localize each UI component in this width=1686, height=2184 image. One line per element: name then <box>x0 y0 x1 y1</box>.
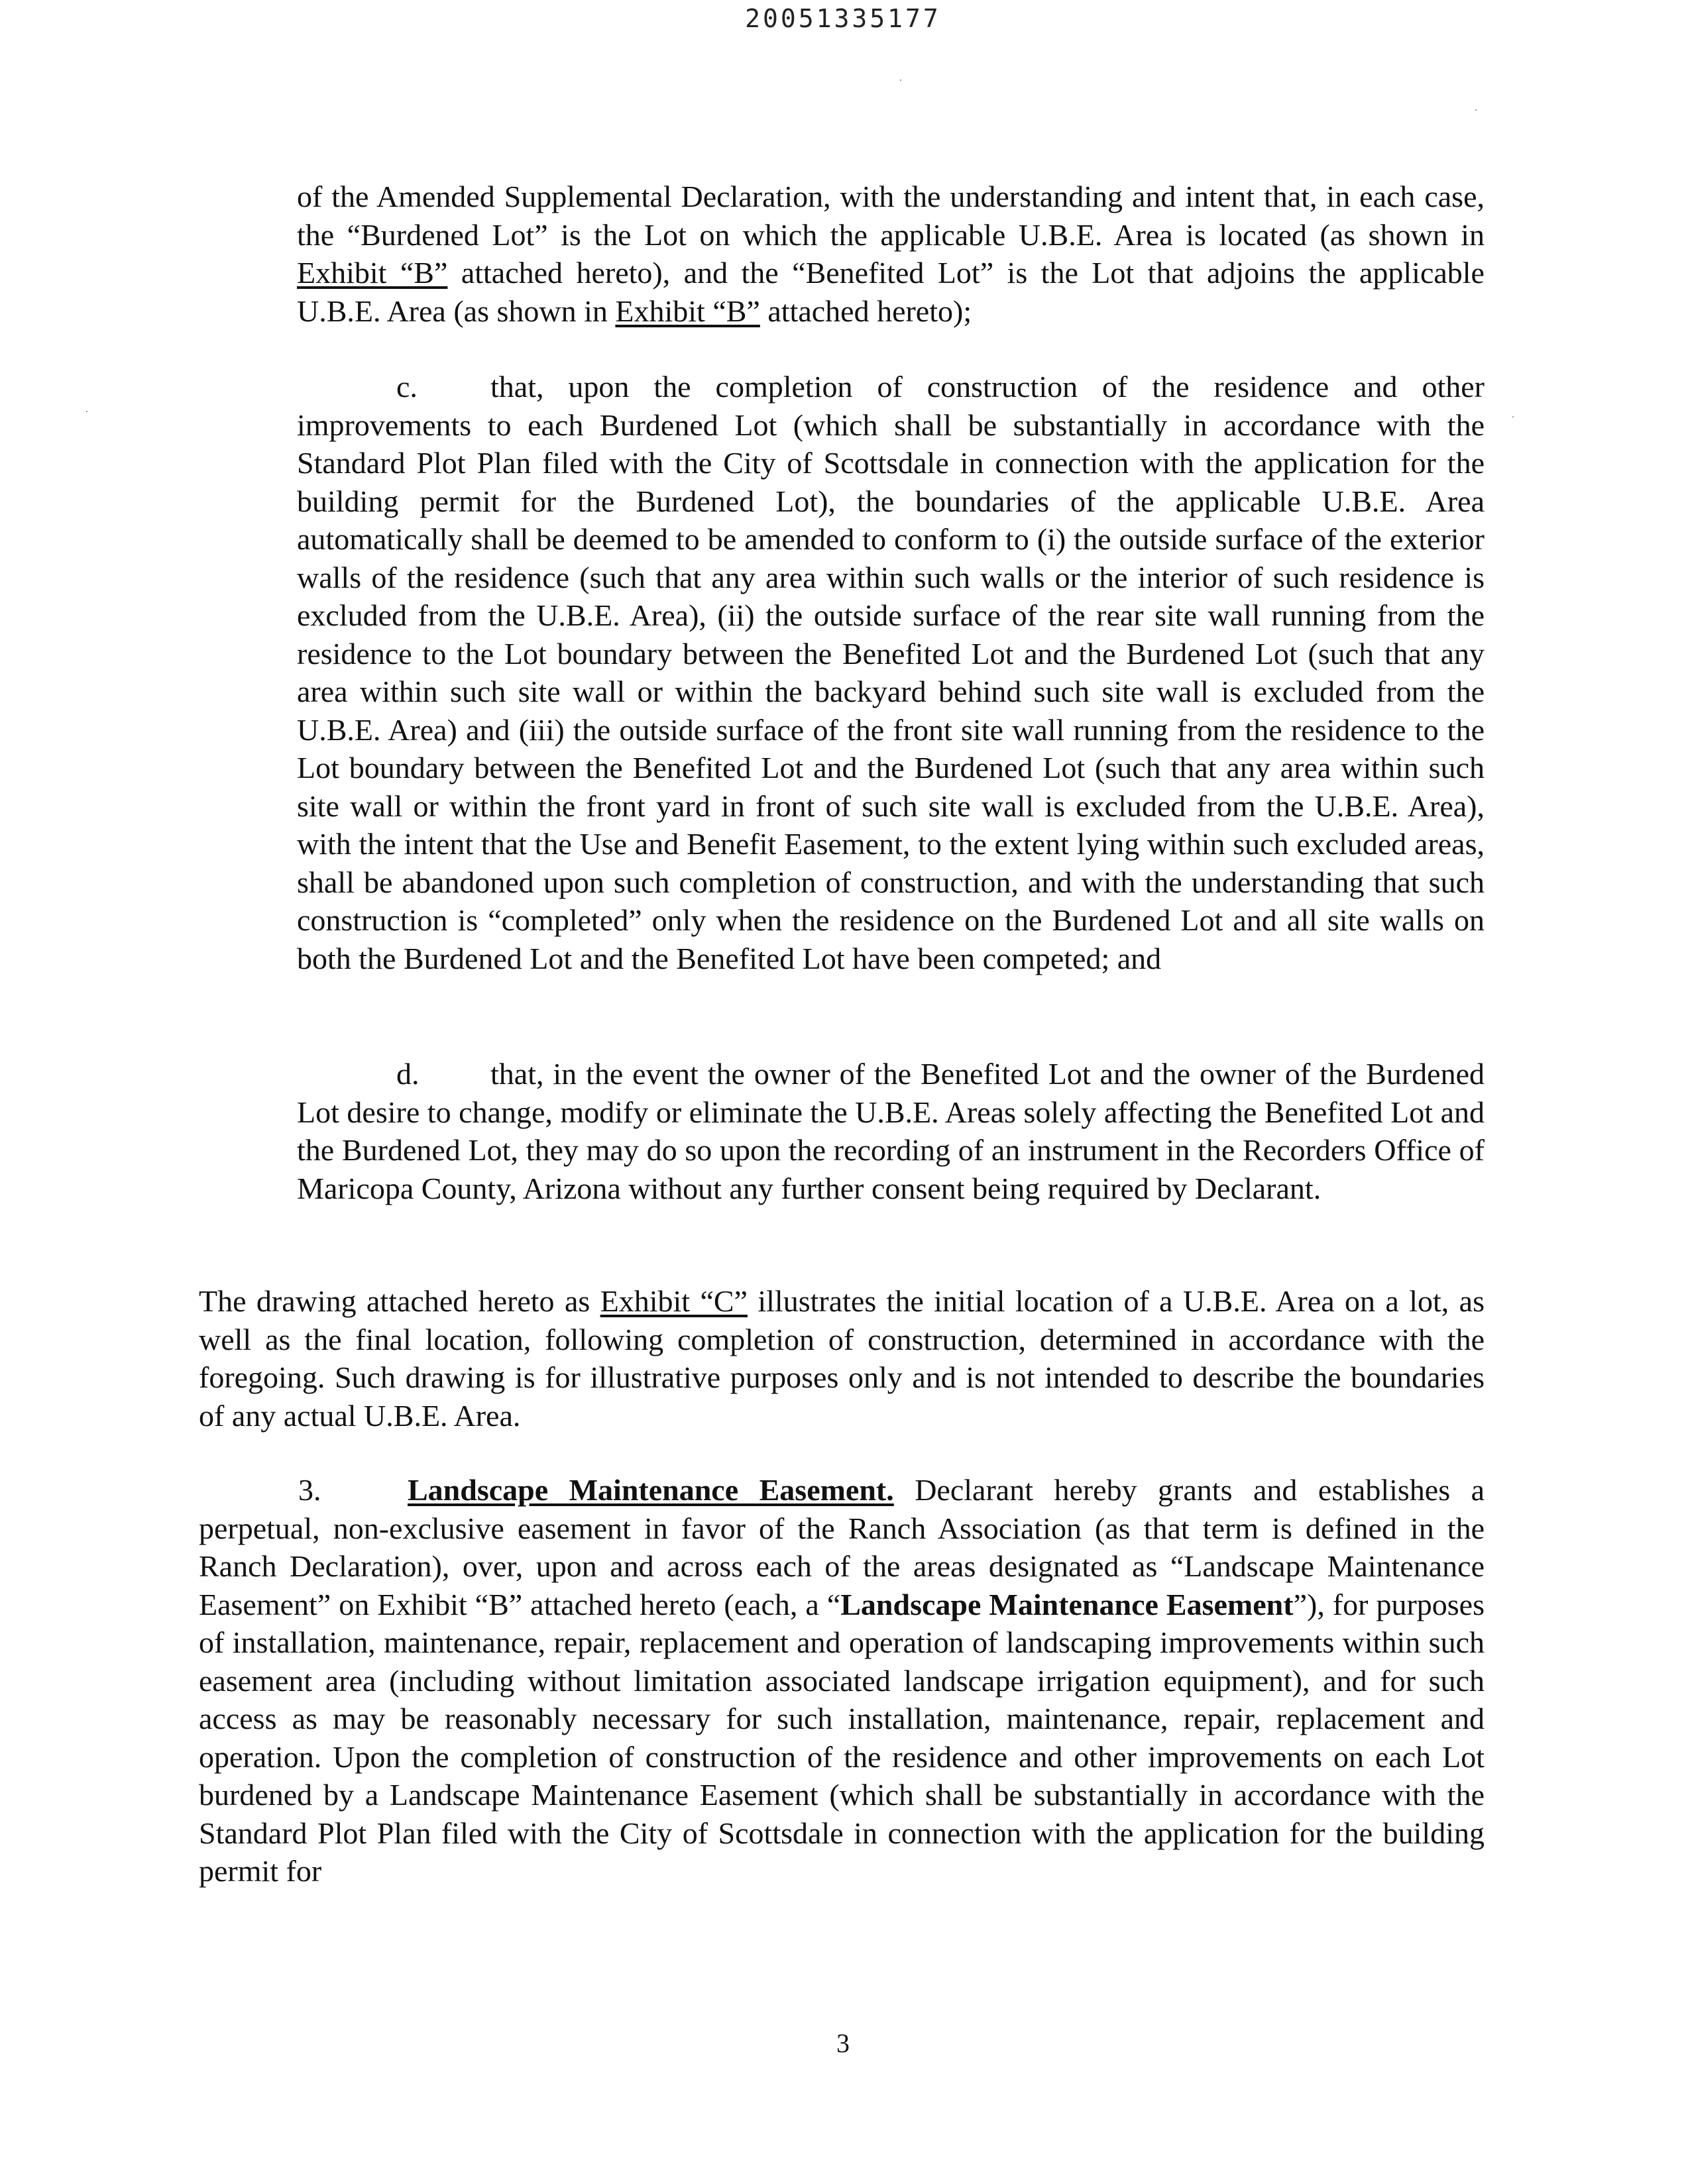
exhibit-b-reference: Exhibit “B” <box>297 256 448 290</box>
section-3 <box>199 1471 1485 1890</box>
clause-c <box>297 368 1485 977</box>
exhibit-c-text-1: The drawing attached hereto as <box>199 1284 600 1318</box>
exhibit-b-reference: Exhibit “B” <box>615 294 760 328</box>
section-3-text-2: ”), for purposes of installation, maintenance, repair, replacement and operation of landscaping improvements within such easement area (including without limitation associated landscape irrigation equipment), and for such access as may be reasonably necessary for such installation, maintenance, repair, replacement and operation. Upon the completion of construction of the residence and other improvements on each Lot burdened by a Landscape Maintenance Easement (which shall be substantially in accordance with the Standard Plot Plan filed with the City of Scottsdale in connection with the application for the building permit for <box>199 1587 1485 1888</box>
clause-c-label: c. <box>396 370 418 404</box>
scan-speck <box>900 80 901 81</box>
section-3-text-1: Declarant hereby grants and establishes a perpetual, non-exclusive easement in favor of the Ranch Association (as that term is defined in the Ranch Declaration), over, upon and across each of the areas designated as “Landscape Maintenance Easement” on Exhibit “B” attached hereto (each, a “ <box>199 1473 1485 1621</box>
continuation-text-1: of the Amended Supplemental Declaration, with the understanding and intent that, in each case, the “Burdened Lot” is the Lot on which the applicable U.B.E. Area is located (as shown in <box>297 180 1485 252</box>
page-number: 3 <box>836 2028 850 2058</box>
clause-d <box>297 1055 1485 1207</box>
document-number: 20051335177 <box>745 4 941 33</box>
exhibit-c-paragraph <box>199 1282 1485 1435</box>
continuation-text-3: attached hereto); <box>759 294 972 328</box>
exhibit-c-text-2: illustrates the initial location of a U.B.E. Area on a lot, as well as the final location, following completion of construction, determined in accordance with the foregoing. Such drawing is for illustrative purposes only and is not intended to describe the boundaries of any actual U.B.E. Area. <box>199 1284 1485 1433</box>
exhibit-c-reference: Exhibit “C” <box>600 1284 748 1318</box>
clause-c-text: that, upon the completion of construction of the residence and other improvements to each Burdened Lot (which shall be substantially in accordance with the Standard Plot Plan filed with the City of Scottsdale in connection with the application for the building permit for the Burdened Lot), the boundaries of the applicable U.B.E. Area automatically shall be deemed to be amended to conform to (i) the outside surface of the exterior walls of the residence (such that any area within such walls or the interior of such residence is excluded from the U.B.E. Area), (ii) the outside surface of the rear site wall running from the residence to the Lot boundary between the Benefited Lot and the Burdened Lot (such that any area within such site wall or within the backyard behind such site wall is excluded from the U.B.E. Area) and (iii) the outside surface of the front site wall running from the residence to the Lot boundary between the Benefited Lot and the Burdened Lot (such that any area within such site wall or within the front yard in front of such site wall is excluded from the U.B.E. Area), with the intent that the Use and Benefit Easement, to the extent lying within such excluded areas, shall be abandoned upon such completion of construction, and with the understanding that such construction is “completed” only when the residence on the Burdened Lot and all site walls on both the Burdened Lot and the Benefited Lot have been competed; and <box>297 370 1485 975</box>
section-3-heading: Landscape Maintenance Easement. <box>408 1473 894 1507</box>
section-3-defined-term: Landscape Maintenance Easement <box>840 1587 1294 1621</box>
continuation-paragraph <box>297 178 1485 330</box>
scan-speck <box>1475 109 1477 111</box>
clause-d-text: that, in the event the owner of the Benefited Lot and the owner of the Burdened Lot desire to change, modify or eliminate the U.B.E. Areas solely affecting the Benefited Lot and the Burdened Lot, they may do so upon the recording of an instrument in the Recorders Office of Maricopa County, Arizona without any further consent being required by Declarant. <box>297 1057 1485 1205</box>
scan-speck <box>86 411 87 412</box>
clause-d-label: d. <box>396 1057 420 1091</box>
scan-speck <box>1512 416 1514 417</box>
section-3-number: 3. <box>298 1473 321 1507</box>
continuation-text-2: attached hereto), and the “Benefited Lot” is the Lot that adjoins the applicable U.B.E. Area (as shown in <box>297 256 1485 328</box>
